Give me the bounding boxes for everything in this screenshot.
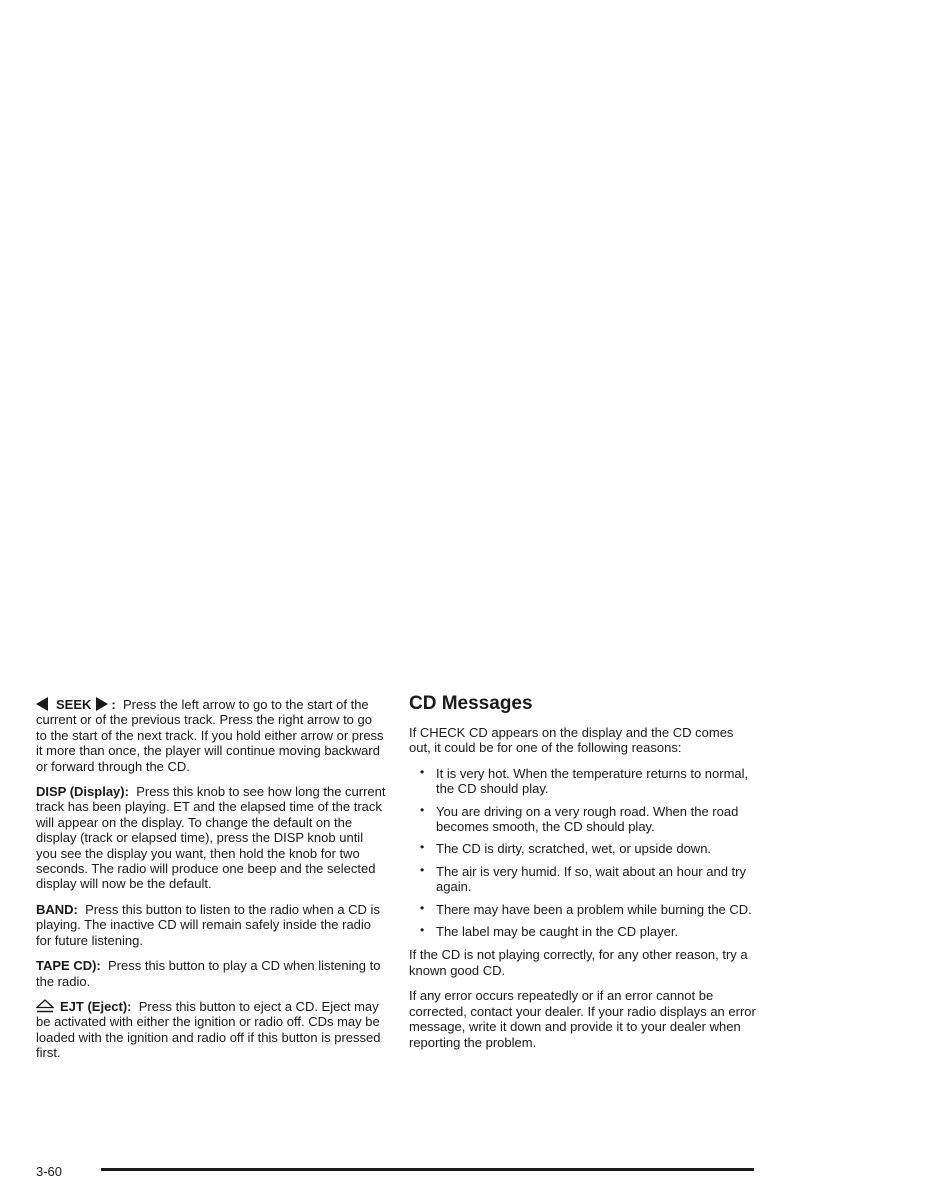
ejt-label: EJT (Eject): (60, 998, 132, 1014)
list-item (409, 924, 757, 939)
tape-cd-text: Press this button to play a CD when listening to the radio. (36, 958, 381, 989)
error-paragraph: If any error occurs repeatedly or if an error cannot be corrected, contact your dealer. If your radio displays an error message, write it down and provide it to your dealer when reporting the problem. (409, 988, 756, 1050)
list-item-text: It is very hot. When the temperature returns to normal, the CD should play. (436, 765, 749, 797)
cd-messages-heading: CD Messages (409, 693, 533, 714)
band-text: Press this button to listen to the radio when a CD is playing. The inactive CD will remain safely inside the radio for future listening. (36, 901, 380, 948)
cd-messages-intro: If CHECK CD appears on the display and the CD comes out, it could be for one of the following reasons: (409, 725, 734, 756)
not-playing-paragraph: If the CD is not playing correctly, for any other reason, try a known good CD. (409, 947, 748, 978)
bullet-icon: • (420, 764, 425, 779)
seek-label: SEEK (56, 697, 92, 712)
seek-colon: : (111, 697, 116, 712)
seek-paragraph (36, 697, 386, 774)
right-column (409, 693, 757, 1060)
list-item-text: The air is very humid. If so, wait about an hour and try again. (436, 863, 746, 895)
list-item (409, 864, 757, 895)
bullet-icon: • (420, 862, 425, 877)
disp-text: Press this knob to see how long the current track has been playing. ET and the elapsed time of the track will appear on the display. To change the default on the display (track or elapsed time), press the DISP knob until you see the display you want, then hold the knob for two seconds. The radio will produce one beep and the selected display will now be the default. (36, 784, 386, 892)
list-item-text: You are driving on a very rough road. When the road becomes smooth, the CD should play. (436, 803, 739, 835)
list-item (409, 841, 757, 856)
left-arrow-icon (36, 697, 48, 711)
bullet-icon: • (420, 840, 425, 855)
page-number: 3-60 (36, 1164, 63, 1179)
bullet-icon: • (420, 900, 425, 915)
reasons-list (409, 766, 757, 940)
band-label: BAND: (36, 901, 78, 917)
band-paragraph (36, 902, 386, 948)
list-item-text: The label may be caught in the CD player. (436, 924, 679, 940)
left-column (36, 697, 386, 1071)
list-item-text: There may have been a problem while burning the CD. (436, 901, 752, 917)
disp-paragraph (36, 784, 386, 892)
right-arrow-icon (96, 697, 108, 711)
eject-icon (36, 999, 54, 1013)
list-item (409, 902, 757, 917)
tape-cd-paragraph (36, 958, 386, 989)
list-item (409, 766, 757, 797)
footer-rule (101, 1168, 754, 1171)
ejt-paragraph (36, 999, 386, 1061)
list-item (409, 804, 757, 835)
bullet-icon: • (420, 802, 425, 817)
disp-label: DISP (Display): (36, 784, 129, 800)
bullet-icon: • (420, 923, 425, 938)
seek-text: Press the left arrow to go to the start of the current or of the previous track. Press the right arrow to go to the start of the next track. If you hold either arrow or press it more than once, the player will continue moving backward or forward through the CD. (36, 697, 384, 774)
ejt-text: Press this button to eject a CD. Eject may be activated with either the ignition or radio off. CDs may be loaded with the ignition and radio off if this button is pressed first. (36, 998, 381, 1061)
list-item-text: The CD is dirty, scratched, wet, or upside down. (436, 841, 712, 857)
tape-cd-label: TAPE CD): (36, 958, 101, 974)
